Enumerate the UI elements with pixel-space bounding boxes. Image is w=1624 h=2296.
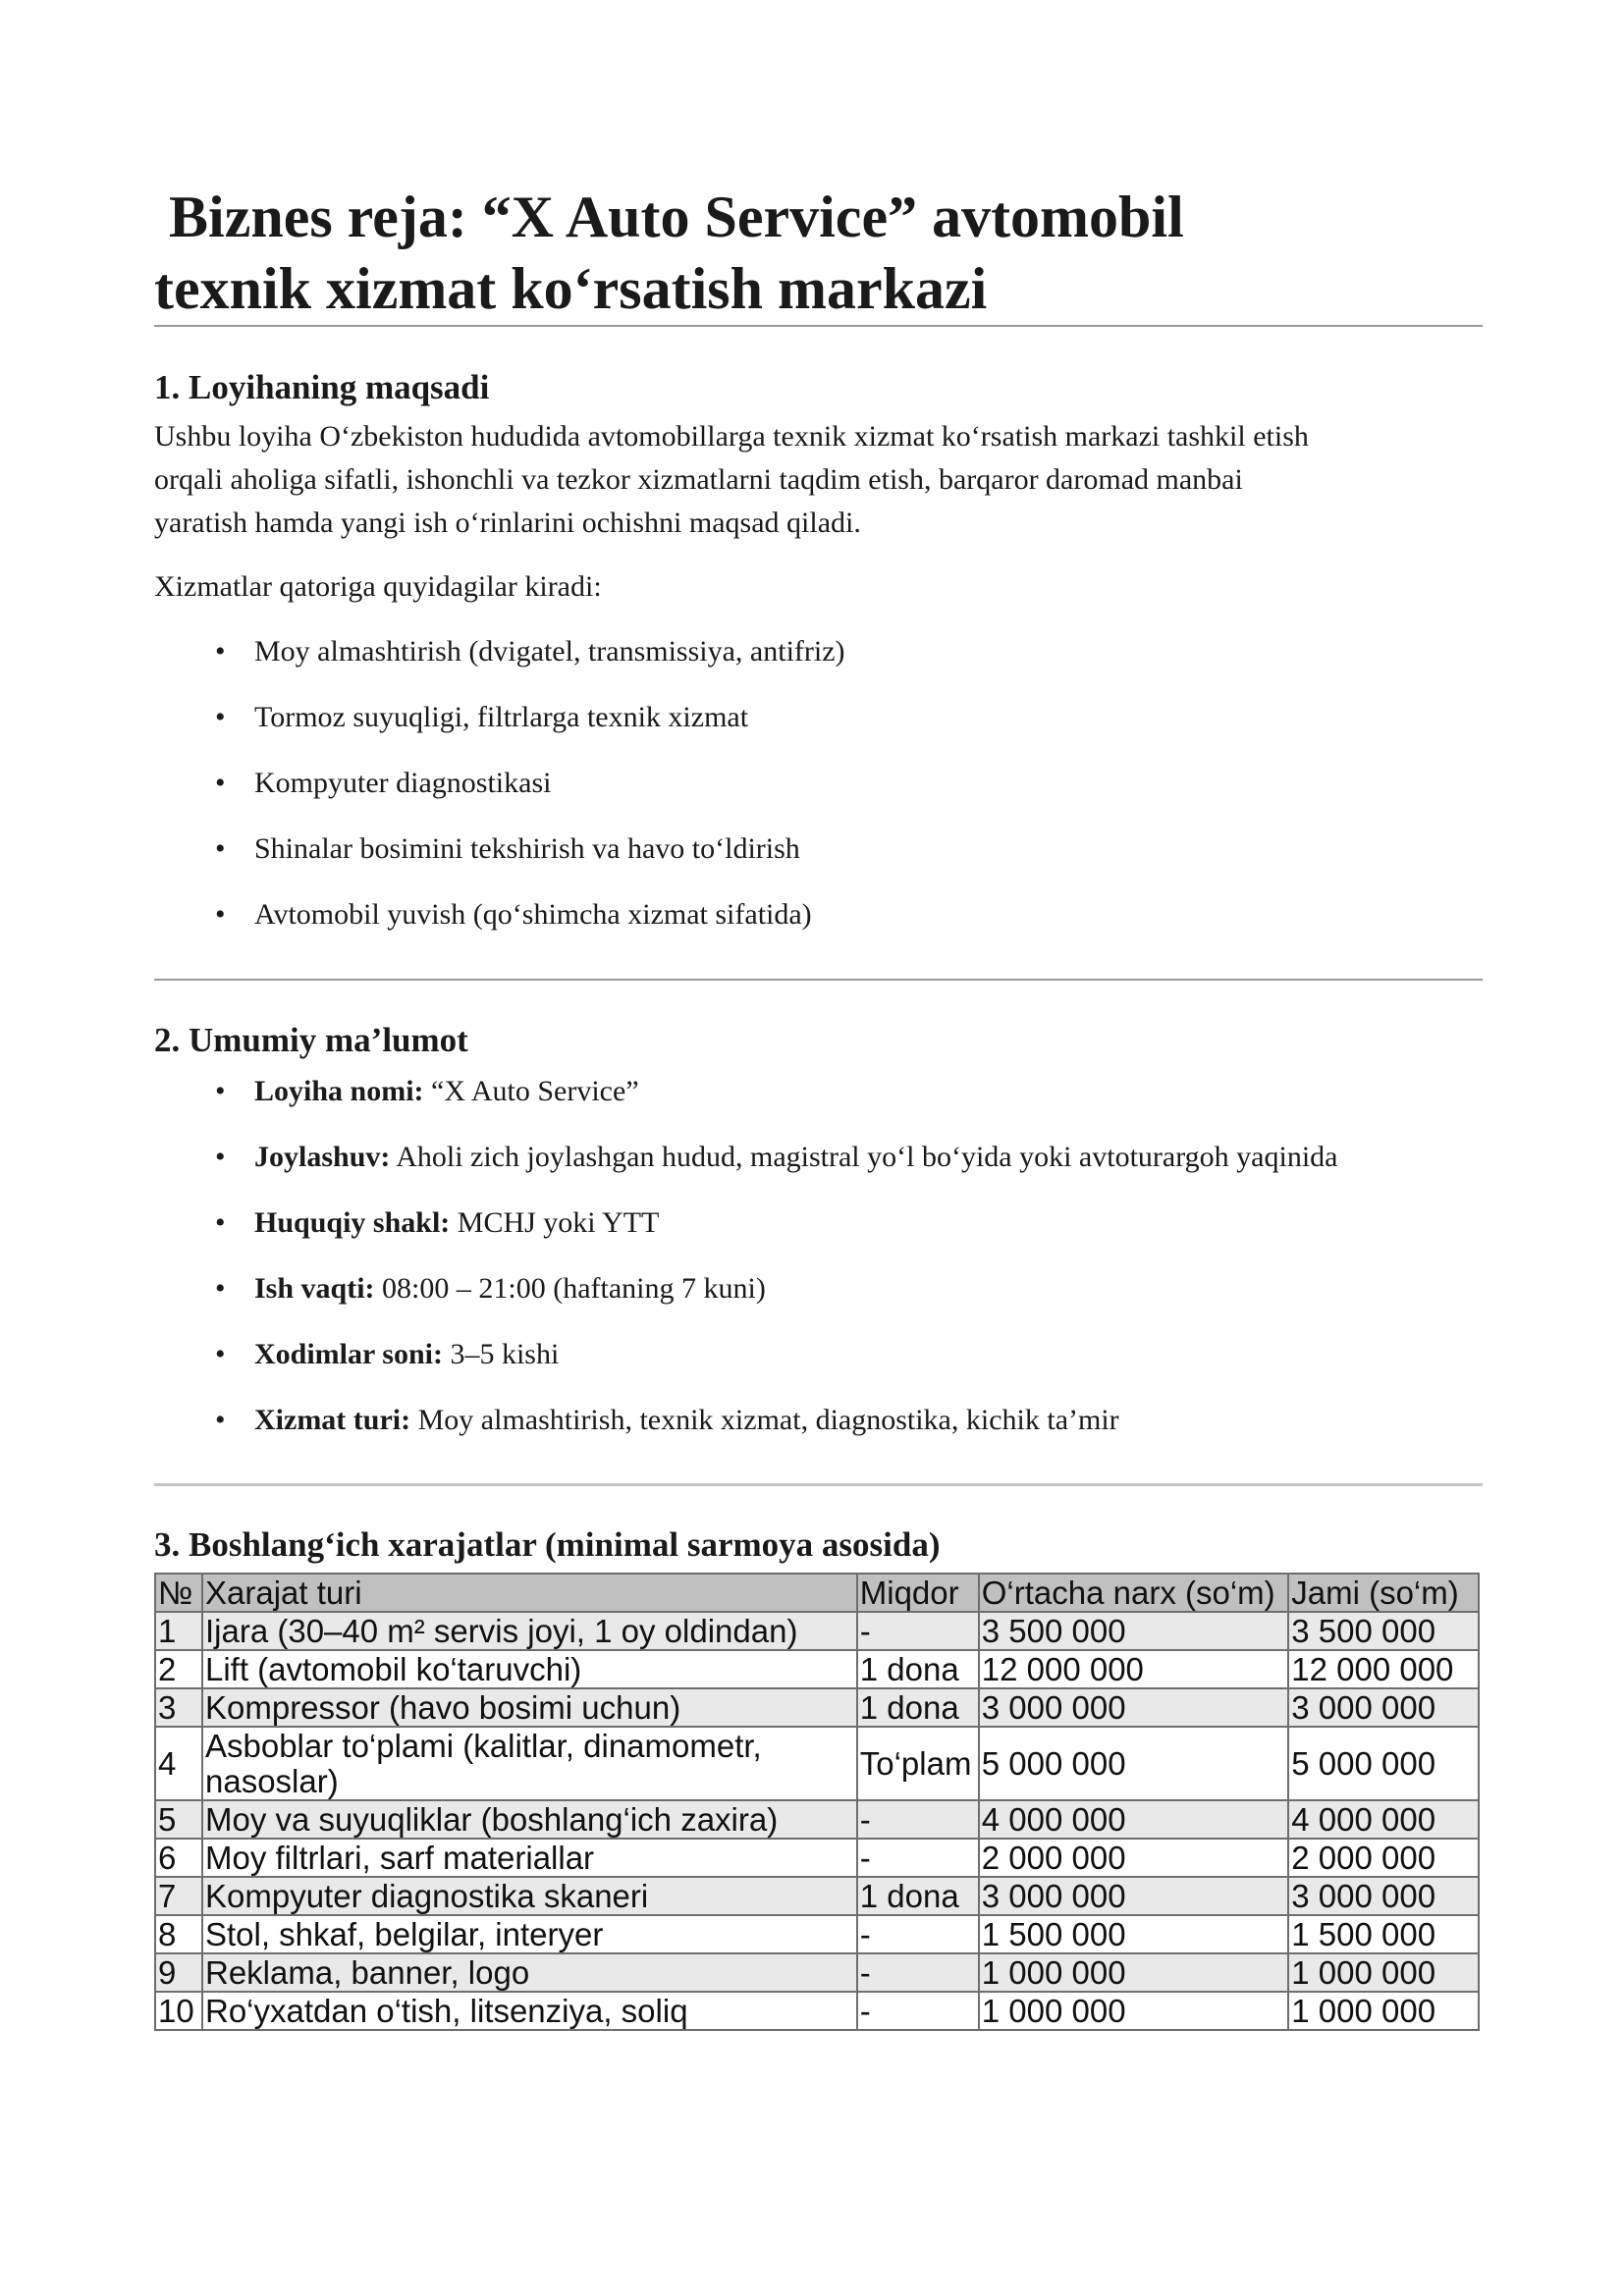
list-item [154, 1333, 1483, 1376]
goal-paragraph-line: yaratish hamda yangi ish o‘rinlarini ochishni maqsad qiladi. [154, 507, 861, 539]
list-item-text: Moy almashtirish (dvigatel, transmissiya, antifriz) [254, 635, 845, 667]
table-row [155, 1727, 1479, 1800]
bullet-icon: • [215, 1141, 226, 1173]
column-header: Xarajat turi [202, 1574, 857, 1612]
table-cell: 1 500 000 [1288, 1915, 1479, 1953]
list-item-text: Tormoz suyuqligi, filtrlarga texnik xizmat [254, 701, 749, 733]
divider [154, 325, 1483, 327]
table-cell: Reklama, banner, logo [202, 1953, 857, 1992]
table-cell: To‘plam [857, 1727, 979, 1800]
table-cell: 2 000 000 [1288, 1839, 1479, 1877]
table-row [155, 1650, 1479, 1688]
info-value: “X Auto Service” [423, 1075, 639, 1107]
bullet-icon: • [215, 898, 226, 931]
table-row [155, 1877, 1479, 1915]
table-cell: Kompressor (havo bosimi uchun) [202, 1688, 857, 1727]
list-item [154, 630, 1483, 673]
table-cell: 1 000 000 [1288, 1953, 1479, 1992]
table-cell: 4 [155, 1727, 202, 1800]
table-cell: 3 500 000 [979, 1612, 1289, 1650]
table-cell: Moy va suyuqliklar (boshlang‘ich zaxira) [202, 1800, 857, 1839]
divider [154, 1483, 1483, 1486]
table-cell: - [857, 1953, 979, 1992]
column-header: Jami (so‘m) [1288, 1574, 1479, 1612]
table-cell: 10 [155, 1992, 202, 2030]
table-cell: - [857, 1612, 979, 1650]
document-title [154, 182, 1483, 325]
bullet-icon: • [215, 767, 226, 799]
table-row [155, 1800, 1479, 1839]
title-line-1: Biznes reja: “X Auto Service” avtomobil [154, 185, 1184, 249]
table-cell: Ro‘yxatdan o‘tish, litsenziya, soliq [202, 1992, 857, 2030]
info-label: Xodimlar soni: [254, 1338, 443, 1370]
table-cell: 3 500 000 [1288, 1612, 1479, 1650]
table-cell: Asboblar to‘plami (kalitlar, dinamometr, nasoslar) [202, 1727, 857, 1800]
table-cell: Ijara (30–40 m² servis joyi, 1 oy oldindan) [202, 1612, 857, 1650]
goal-paragraph-line: Ushbu loyiha O‘zbekiston hududida avtomobillarga texnik xizmat ko‘rsatish markazi tashkil etish [154, 420, 1309, 453]
bullet-icon: • [215, 1338, 226, 1370]
table-cell: 1 000 000 [979, 1992, 1289, 2030]
list-item-text: Shinalar bosimini tekshirish va havo to‘ldirish [254, 832, 800, 865]
bullet-icon: • [215, 1404, 226, 1436]
table-cell: Lift (avtomobil ko‘taruvchi) [202, 1650, 857, 1688]
table-cell: 4 000 000 [1288, 1800, 1479, 1839]
list-item [154, 828, 1483, 871]
column-header: Miqdor [857, 1574, 979, 1612]
table-header-row [155, 1574, 1479, 1612]
table-cell: 5 000 000 [1288, 1727, 1479, 1800]
list-item [154, 762, 1483, 805]
table-cell: 1 000 000 [1288, 1992, 1479, 2030]
goal-paragraph-line: orqali aholiga sifatli, ishonchli va tezkor xizmatlarni taqdim etish, barqaror daromad manbai [154, 463, 1243, 496]
list-item [154, 1267, 1483, 1310]
table-cell: 9 [155, 1953, 202, 1992]
table-cell: 1 [155, 1612, 202, 1650]
table-cell: 12 000 000 [1288, 1650, 1479, 1688]
list-item [154, 696, 1483, 739]
table-row [155, 1992, 1479, 2030]
bullet-icon: • [215, 635, 226, 667]
table-row [155, 1612, 1479, 1650]
bullet-icon: • [215, 832, 226, 865]
table-cell: 1 000 000 [979, 1953, 1289, 1992]
divider [154, 979, 1483, 981]
section-heading-goal: 1. Loyihaning maqsadi [154, 368, 490, 406]
table-cell: Kompyuter diagnostika skaneri [202, 1877, 857, 1915]
table-cell: - [857, 1839, 979, 1877]
services-list [154, 630, 1483, 936]
table-cell: 8 [155, 1915, 202, 1953]
table-row [155, 1915, 1479, 1953]
list-item [154, 1070, 1483, 1113]
list-item [154, 1201, 1483, 1245]
table-cell: Stol, shkaf, belgilar, interyer [202, 1915, 857, 1953]
section-heading-general-info: 2. Umumiy ma’lumot [154, 1021, 468, 1059]
bullet-icon: • [215, 701, 226, 733]
table-cell: - [857, 1800, 979, 1839]
table-cell: 5 [155, 1800, 202, 1839]
info-label: Ish vaqti: [254, 1272, 375, 1305]
info-value: MCHJ yoki YTT [450, 1206, 660, 1239]
table-cell: 2 [155, 1650, 202, 1688]
table-row [155, 1688, 1479, 1727]
table-cell: 12 000 000 [979, 1650, 1289, 1688]
table-cell: 3 000 000 [1288, 1877, 1479, 1915]
table-cell: - [857, 1915, 979, 1953]
section-heading-initial-costs: 3. Boshlang‘ich xarajatlar (minimal sarmoya asosida) [154, 1525, 941, 1564]
info-value: Moy almashtirish, texnik xizmat, diagnostika, kichik ta’mir [410, 1404, 1119, 1436]
table-cell: 7 [155, 1877, 202, 1915]
table-cell: 3 000 000 [979, 1688, 1289, 1727]
column-header: O‘rtacha narx (so‘m) [979, 1574, 1289, 1612]
table-cell: 1 dona [857, 1877, 979, 1915]
table-cell: - [857, 1992, 979, 2030]
info-value: 3–5 kishi [442, 1338, 560, 1370]
info-value: 08:00 – 21:00 (haftaning 7 kuni) [374, 1272, 766, 1305]
bullet-icon: • [215, 1272, 226, 1305]
table-cell: 1 dona [857, 1688, 979, 1727]
list-item [154, 893, 1483, 936]
title-line-2: texnik xizmat ko‘rsatish markazi [154, 256, 988, 321]
list-item-text: Kompyuter diagnostikasi [254, 767, 552, 799]
table-cell: 3 000 000 [979, 1877, 1289, 1915]
general-info-list [154, 1070, 1483, 1442]
document-page [154, 182, 1483, 2031]
list-item-text: Avtomobil yuvish (qo‘shimcha xizmat sifatida) [254, 898, 812, 931]
table-cell: Moy filtrlari, sarf materiallar [202, 1839, 857, 1877]
table-cell: 3 [155, 1688, 202, 1727]
table-cell: 2 000 000 [979, 1839, 1289, 1877]
list-item [154, 1136, 1483, 1179]
list-item [154, 1399, 1483, 1442]
costs-table [154, 1573, 1480, 2031]
table-cell: 3 000 000 [1288, 1688, 1479, 1727]
info-label: Joylashuv: [254, 1141, 391, 1173]
info-label: Xizmat turi: [254, 1404, 411, 1436]
table-row [155, 1953, 1479, 1992]
table-cell: 5 000 000 [979, 1727, 1289, 1800]
table-cell: 1 500 000 [979, 1915, 1289, 1953]
table-cell: 6 [155, 1839, 202, 1877]
bullet-icon: • [215, 1206, 226, 1239]
goal-paragraph [154, 415, 1483, 545]
services-intro: Xizmatlar qatoriga quyidagilar kiradi: [154, 570, 602, 603]
info-label: Huquqiy shakl: [254, 1206, 451, 1239]
table-cell: 1 dona [857, 1650, 979, 1688]
column-header: № [155, 1574, 202, 1612]
info-value: Aholi zich joylashgan hudud, magistral yo‘l bo‘yida yoki avtoturargoh yaqinida [390, 1141, 1338, 1173]
table-row [155, 1839, 1479, 1877]
info-label: Loyiha nomi: [254, 1075, 424, 1107]
table-cell: 4 000 000 [979, 1800, 1289, 1839]
bullet-icon: • [215, 1075, 226, 1107]
